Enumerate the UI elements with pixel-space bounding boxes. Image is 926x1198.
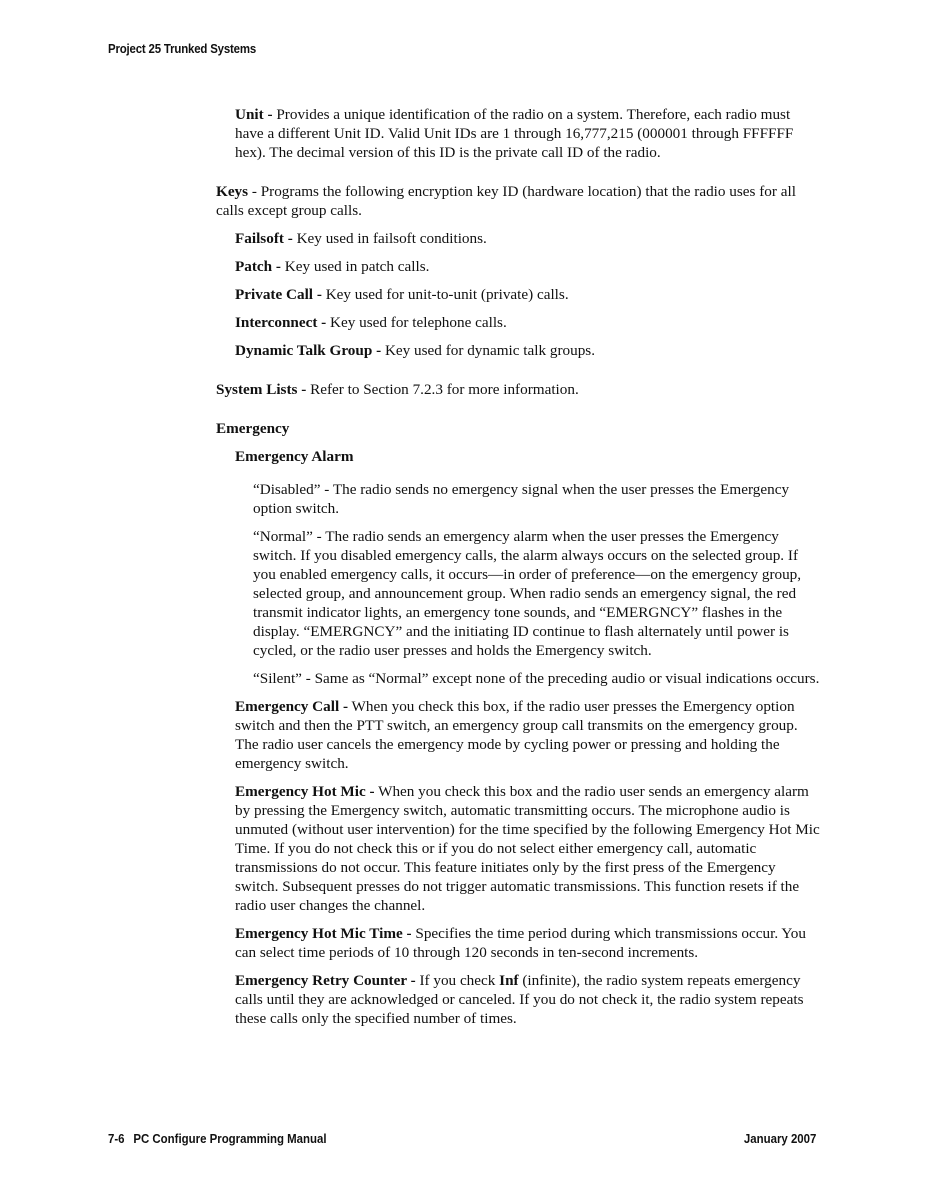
unit-text: Provides a unique identification of the radio on a system. Therefore, each radio must have a different Unit ID. Valid Unit IDs are 1 through 16,777,215 (000001 through FFFFFF hex). The decimal version of this ID is the private call ID of the radio. xyxy=(235,106,794,161)
emergency-heading xyxy=(216,419,822,438)
emergency-call-term: Emergency Call - xyxy=(235,698,349,715)
key-item-term: Dynamic Talk Group - xyxy=(235,342,382,359)
system-lists-paragraph xyxy=(216,380,822,399)
emergency-hot-mic-time-text: Specifies the time period during which transmissions occur. You can select time periods of 10 through 120 seconds in ten-second increments. xyxy=(235,925,806,961)
key-item-text: Key used in failsoft conditions. xyxy=(292,230,487,247)
emergency-call-paragraph xyxy=(235,697,822,773)
emergency-retry-text-cont: (infinite), the radio system repeats emergency calls until they are acknowledged or canceled. If you do not check it, the radio system repeats these calls only the specified number of times. xyxy=(235,972,804,1027)
page-body xyxy=(216,105,822,1028)
keys-paragraph xyxy=(216,182,822,220)
key-item-text: Key used in patch calls. xyxy=(280,258,430,275)
key-item-term: Interconnect - xyxy=(235,314,327,331)
key-item-private-call xyxy=(235,285,822,304)
emergency-hot-mic-text: When you check this box and the radio user sends an emergency alarm by pressing the Emergency switch, automatic transmitting occurs. The microphone audio is unmuted (without user intervention) for the time specified by the following Emergency Hot Mic Time. If you do not check this or if you do not select either emergency call, automatic transmissions do not occur. This feature initiates only by the first press of the Emergency switch. Subsequent presses do not trigger automatic transmissions. This function resets if the radio user changes the channel. xyxy=(235,783,820,914)
keys-text: - Programs the following encryption key ID (hardware location) that the radio uses for all calls except group calls. xyxy=(216,183,796,219)
manual-title: PC Configure Programming Manual xyxy=(133,1131,327,1146)
emergency-hot-mic-term: Emergency Hot Mic - xyxy=(235,783,375,800)
page-number: 7-6 xyxy=(108,1131,125,1146)
emergency-alarm-heading xyxy=(235,447,822,466)
alarm-option-silent: “Silent” - Same as “Normal” except none of the preceding audio or visual indications occurs. xyxy=(253,670,820,687)
emergency-retry-text: If you check xyxy=(415,972,500,989)
key-item-dynamic-talk-group xyxy=(235,341,822,360)
alarm-option-normal: “Normal” - The radio sends an emergency alarm when the user presses the Emergency switch. If you disabled emergency calls, the alarm always occurs on the selected group. If you enabled emergency calls, it occurs—in order of preference—on the emergency group, selected group, and announcement group. When radio sends an emergency signal, the red transmit indicator lights, an emergency tone sounds, and “EMERGNCY” flashes in the display. “EMERGNCY” and the initiating ID continue to flash alternately until power is cycled, or the radio user presses and holds the Emergency switch. xyxy=(253,528,802,659)
footer-date: January 2007 xyxy=(743,1131,816,1146)
emergency-call-text: When you check this box, if the radio user presses the Emergency option switch and then the PTT switch, an emergency group call transmits on the emergency group. The radio user cancels the emergency mode by cycling power or pressing and holding the emergency switch. xyxy=(235,698,798,772)
emergency-hot-mic-time-paragraph xyxy=(235,924,822,962)
key-item-term: Failsoft - xyxy=(235,230,293,247)
key-item-failsoft xyxy=(235,229,822,248)
emergency-alarm-heading-text: Emergency Alarm xyxy=(235,448,354,465)
key-item-text: Key used for telephone calls. xyxy=(326,314,507,331)
keys-term: Keys xyxy=(216,183,249,200)
key-item-interconnect xyxy=(235,313,822,332)
emergency-hot-mic-time-term: Emergency Hot Mic Time - xyxy=(235,925,412,942)
emergency-hot-mic-paragraph xyxy=(235,782,822,915)
footer-left xyxy=(108,1131,327,1146)
emergency-heading-text: Emergency xyxy=(216,420,290,437)
alarm-option-disabled: “Disabled” - The radio sends no emergency signal when the user presses the Emergency option switch. xyxy=(253,481,790,517)
key-item-text: Key used for unit-to-unit (private) calls. xyxy=(321,286,569,303)
system-lists-term: System Lists - xyxy=(216,381,307,398)
key-item-term: Private Call - xyxy=(235,286,322,303)
emergency-retry-term: Emergency Retry Counter - xyxy=(235,972,416,989)
emergency-retry-counter-paragraph xyxy=(235,971,822,1028)
key-item-text: Key used for dynamic talk groups. xyxy=(381,342,595,359)
inf-option-label: Inf xyxy=(499,972,519,989)
key-item-patch xyxy=(235,257,822,276)
page-header: Project 25 Trunked Systems xyxy=(108,41,257,56)
unit-paragraph xyxy=(235,105,822,162)
system-lists-text: Refer to Section 7.2.3 for more information. xyxy=(306,381,579,398)
key-item-term: Patch - xyxy=(235,258,281,275)
unit-term: Unit - xyxy=(235,106,273,123)
